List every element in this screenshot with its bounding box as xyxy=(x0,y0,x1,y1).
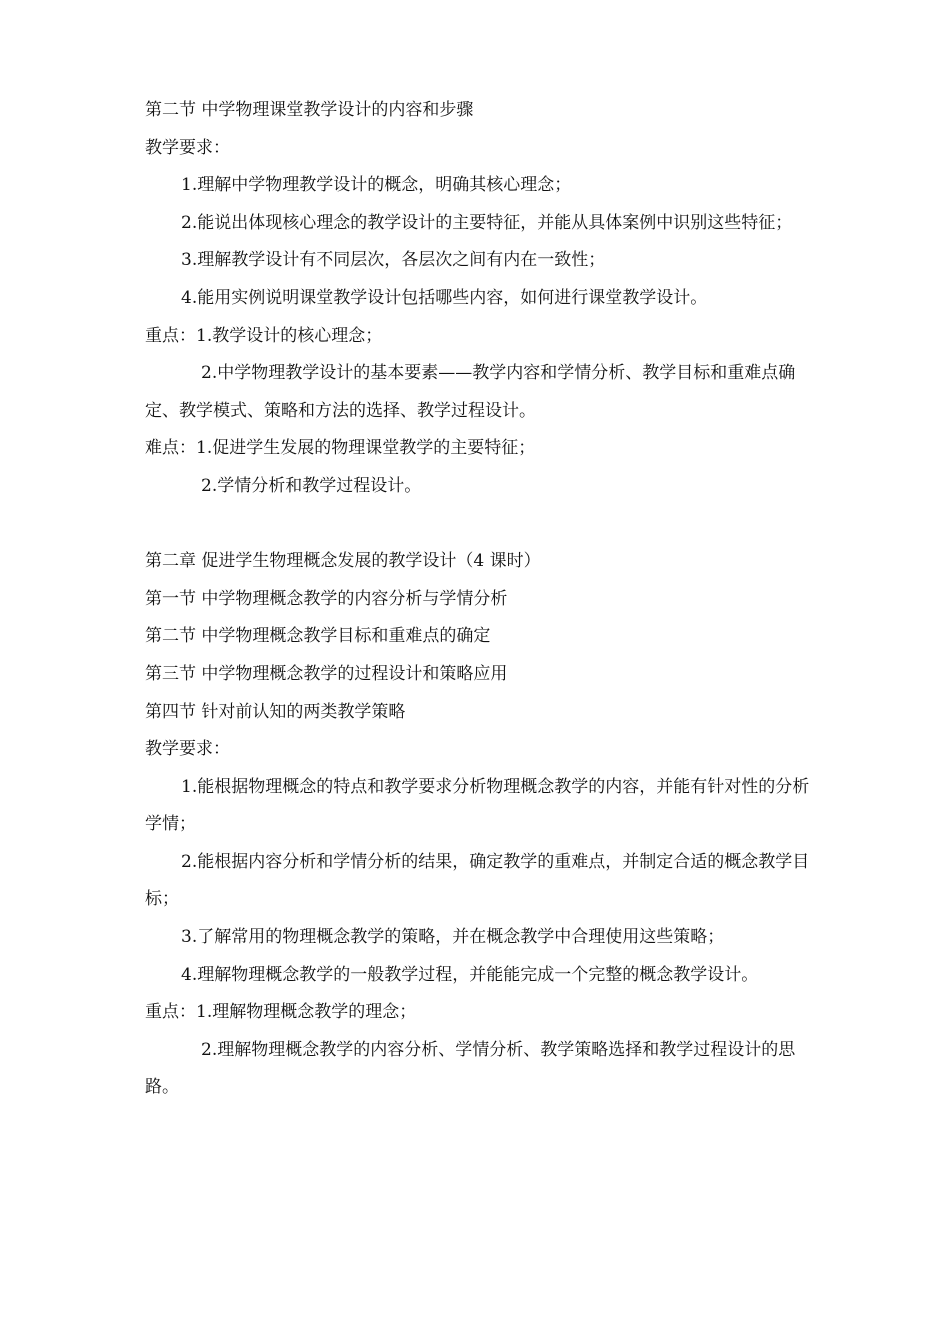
section-title: 第三节 中学物理概念教学的过程设计和策略应用 xyxy=(145,663,508,684)
requirement-item: 1.理解中学物理教学设计的概念，明确其核心理念； xyxy=(181,175,572,196)
section-title: 第一节 中学物理概念教学的内容分析与学情分析 xyxy=(145,588,508,609)
difficult-point: 难点：1.促进学生发展的物理课堂教学的主要特征； xyxy=(145,438,536,459)
requirement-item: 4.理解物理概念教学的一般教学过程，并能能完成一个完整的概念教学设计。 xyxy=(181,964,759,985)
section-heading: 第二节 中学物理课堂教学设计的内容和步骤 xyxy=(145,100,474,120)
requirements-label: 教学要求： xyxy=(145,739,230,760)
requirements-label: 教学要求： xyxy=(145,137,230,158)
key-point: 2.中学物理教学设计的基本要素——教学内容和学情分析、教学目标和重难点确定、教学模式、策略和方法的选择、教学过程设计。 xyxy=(145,363,796,421)
blank-line xyxy=(145,506,810,544)
requirement-item: 1.能根据物理概念的特点和教学要求分析物理概念教学的内容，并能有针对性的分析学情； xyxy=(145,776,810,835)
document-page xyxy=(145,92,810,1107)
requirement-item: 3.理解教学设计有不同层次，各层次之间有内在一致性； xyxy=(181,250,606,271)
requirement-item: 3.了解常用的物理概念教学的策略，并在概念教学中合理使用这些策略； xyxy=(181,927,725,948)
difficult-point: 2.学情分析和教学过程设计。 xyxy=(201,475,422,496)
section-title: 第四节 针对前认知的两类教学策略 xyxy=(145,701,406,722)
requirement-item: 2.能根据内容分析和学情分析的结果，确定教学的重难点，并制定合适的概念教学目标； xyxy=(145,851,810,910)
section-title: 第二节 中学物理概念教学目标和重难点的确定 xyxy=(145,626,491,647)
requirement-item: 2.能说出体现核心理念的教学设计的主要特征，并能从具体案例中识别这些特征； xyxy=(181,212,793,233)
key-point: 重点：1.教学设计的核心理念； xyxy=(145,325,383,346)
chapter-title: 第二章 促进学生物理概念发展的教学设计（4 课时） xyxy=(145,551,541,572)
key-point: 重点：1.理解物理概念教学的理念； xyxy=(145,1002,417,1023)
requirement-item: 4.能用实例说明课堂教学设计包括哪些内容，如何进行课堂教学设计。 xyxy=(181,287,708,308)
key-point: 2.理解物理概念教学的内容分析、学情分析、教学策略选择和教学过程设计的思路。 xyxy=(145,1039,796,1098)
